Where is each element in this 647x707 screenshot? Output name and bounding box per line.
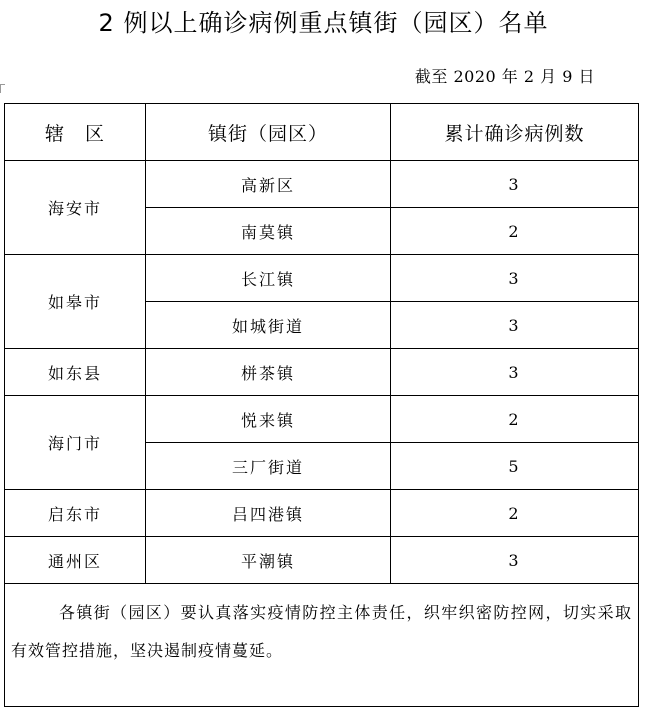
table-row [5,349,639,396]
district-cell: 如皋市 [5,255,146,349]
crop-mark [0,84,5,93]
town-cell: 三厂街道 [146,443,391,490]
header-town: 镇街（园区） [146,104,391,161]
town-cell: 如城街道 [146,302,391,349]
town-cell: 吕四港镇 [146,490,391,537]
town-cell: 栟茶镇 [146,349,391,396]
town-cell: 长江镇 [146,255,391,302]
district-cell: 如东县 [5,349,146,396]
header-count: 累计确诊病例数 [391,104,639,161]
page-title: 2 例以上确诊病例重点镇街（园区）名单 [98,9,549,37]
count-cell: 3 [391,349,639,396]
case-table [4,103,639,707]
count-cell: 2 [391,208,639,255]
table-row [5,255,639,302]
count-cell: 3 [391,161,639,208]
town-cell: 南莫镇 [146,208,391,255]
district-cell: 海安市 [5,161,146,255]
town-cell: 平潮镇 [146,537,391,584]
district-cell: 启东市 [5,490,146,537]
note-text: 各镇街（园区）要认真落实疫情防控主体责任，织牢织密防控网，切实采取有效管控措施，坚决遏制疫情蔓延。 [11,603,632,660]
count-cell: 2 [391,490,639,537]
count-cell: 3 [391,302,639,349]
report-date: 截至 2020 年 2 月 9 日 [414,67,595,86]
count-cell: 5 [391,443,639,490]
district-cell: 通州区 [5,537,146,584]
header-district: 辖 区 [5,104,146,161]
table-row [5,490,639,537]
district-cell: 海门市 [5,396,146,490]
town-cell: 悦来镇 [146,396,391,443]
note-cell [5,584,639,707]
table-row [5,161,639,208]
table-row [5,537,639,584]
count-cell: 3 [391,255,639,302]
note-row [5,584,639,707]
table-header-row [5,104,639,161]
town-cell: 高新区 [146,161,391,208]
count-cell: 3 [391,537,639,584]
table-row [5,396,639,443]
count-cell: 2 [391,396,639,443]
